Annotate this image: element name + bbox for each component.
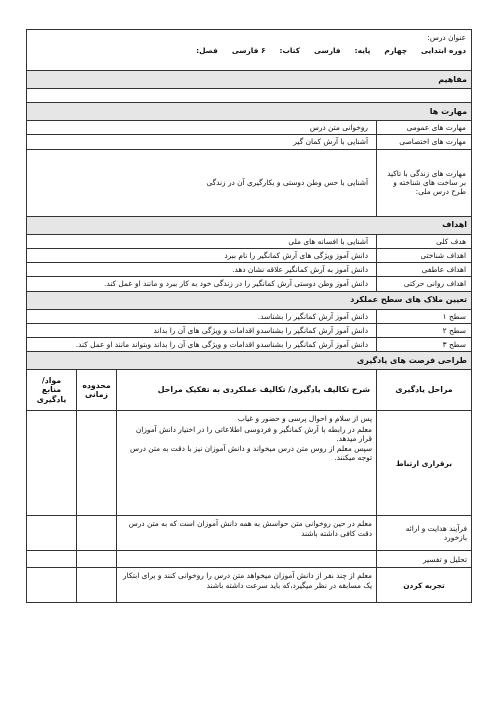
col-tasks-header: شرح تکالیف یادگیری/ تکالیف عملکردی به تفکیک مراحل — [117, 370, 377, 411]
blank-row — [27, 89, 472, 103]
lesson-title-label: عنوان درس: — [427, 33, 467, 42]
grade-label: پایه: — [354, 46, 371, 56]
stage-label: فرآیند هدایت و ارائه بازخورد — [377, 516, 472, 551]
book-label: کتاب: — [279, 46, 300, 56]
stage-description — [117, 551, 377, 568]
stage-description — [117, 516, 377, 551]
stage-label: برقراری ارتباط — [377, 411, 472, 516]
criteria-heading: تعیین ملاک های سطح عملکرد — [27, 291, 472, 309]
time-cell — [77, 568, 117, 603]
time-cell — [77, 411, 117, 516]
stage-description — [117, 568, 377, 603]
book-value: فارسی — [314, 46, 341, 56]
materials-cell — [27, 568, 77, 603]
time-cell — [77, 551, 117, 568]
goals-heading: اهداف — [27, 216, 472, 234]
stage-label: تجربه کردن — [377, 568, 472, 603]
level-label: سطح ۲ — [377, 323, 472, 337]
skill-value: آشنایی با حس وطن دوستی و بکارگیری آن در زندگی — [27, 149, 377, 216]
description-line: پس از سلام و احوال پرسی و حضور و غیاب — [237, 414, 373, 424]
chapter-value: ۶ فارسی — [231, 46, 266, 56]
header-cell — [27, 30, 472, 71]
level-value: دانش آموز آرش کمانگیر را بشناسد. — [27, 309, 377, 323]
skill-label: مهارت های عمومی — [377, 121, 472, 135]
description-line: معلم در حین روخوانی متن حواسش به همه دانش آموزان است که به متن درس دقت کافی داشته باشند — [128, 519, 373, 538]
skill-value: روخوانی متن درس — [27, 121, 377, 135]
col-materials-header: مواد/ منابع یادگیری — [27, 370, 77, 411]
level-value: دوره ابتدایی — [421, 46, 467, 56]
materials-cell — [27, 516, 77, 551]
goal-label: اهداف روانی حرکتی — [377, 277, 472, 291]
goal-value: دانش آموز به آرش کمانگیر علاقه نشان دهد. — [27, 263, 377, 277]
goal-value: آشنایی با افسانه های ملی — [27, 234, 377, 248]
time-cell — [77, 516, 117, 551]
col-stages-header: مراحل یادگیری — [377, 370, 472, 411]
header-info-line — [32, 46, 466, 55]
learning-heading: طراحی فرصت های یادگیری — [27, 352, 472, 370]
concepts-heading: مفاهیم — [27, 71, 472, 89]
materials-cell — [27, 551, 77, 568]
stage-description — [117, 411, 377, 516]
grade-value: چهارم — [384, 46, 408, 56]
col-time-header: محدوده زمانی — [77, 370, 117, 411]
skill-label: مهارت های اختصاصی — [377, 135, 472, 149]
chapter-label: فصل: — [196, 46, 218, 56]
goal-label: اهداف عاطفی — [377, 263, 472, 277]
description-line: معلم در رابطه با آرش کمانگیر و فردوسی اطلاعاتی را در اختیار دانش آموزان قرار میدهد. — [135, 424, 373, 443]
goal-value: دانش آموز ویژگی های آرش کمانگیر را نام ببرد — [27, 248, 377, 262]
lesson-plan-table — [26, 29, 472, 603]
level-value: دانش آموز آرش کمانگیر را بشناسدو اقدامات و ویژگی های آن را بداند — [27, 323, 377, 337]
skills-heading: مهارت ها — [27, 103, 472, 121]
lesson-plan — [26, 29, 471, 603]
level-value: دانش آموز آرش کمانگیر را بشناسدو اقدامات و ویژگی های آن را بداند وبتواند مانند او عمل کند. — [27, 338, 377, 352]
level-label: سطح ۳ — [377, 338, 472, 352]
level-label: سطح ۱ — [377, 309, 472, 323]
skill-label: مهارت های زندگی با تاکید بر ساخت های شناخته و طرح درس ملی: — [377, 149, 472, 216]
skill-value: آشنایی با آرش کمان گیر — [27, 135, 377, 149]
goal-label: هدف کلی — [377, 234, 472, 248]
description-line: معلم از چند نفر از دانش آموزان میخواهد متن درس را روخوانی کنند و برای ابتکار یک مسابقه در نظر میگیرد،که باید سرعت داشته باشند — [123, 571, 373, 590]
stage-label: تحلیل و تفسیر — [377, 551, 472, 568]
materials-cell — [27, 411, 77, 516]
goal-value: دانش آموز وطن دوستی آرش کمانگیر را در زندگی خود به کار ببرد و مانند او عمل کند. — [27, 277, 377, 291]
goal-label: اهداف شناختی — [377, 248, 472, 262]
description-line: سپس معلم از روس متن درس میخواند و دانش آموزان نیز با دقت به متن درس توجه میکنند. — [130, 444, 373, 463]
